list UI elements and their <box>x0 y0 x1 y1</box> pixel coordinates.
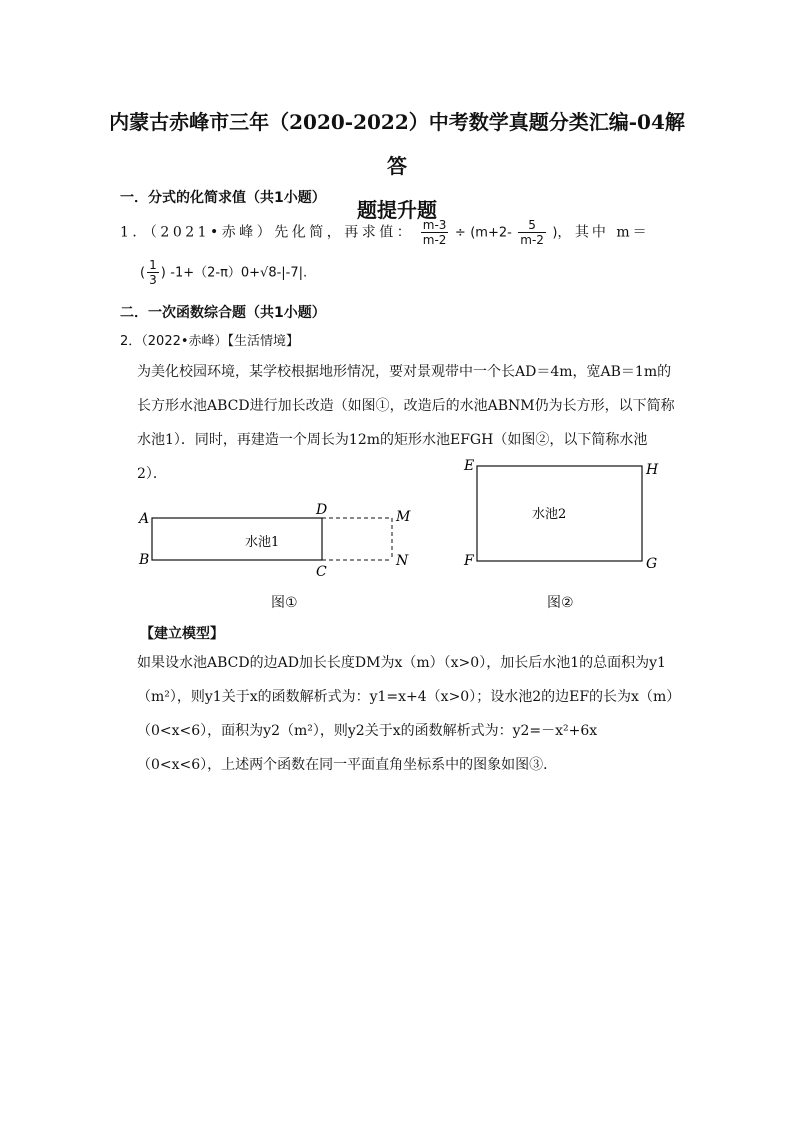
model-heading: 【建立模型】 <box>140 626 224 642</box>
divide-sign: ÷ <box>454 225 466 241</box>
figure-1 <box>130 495 430 580</box>
question-1-line-2: ( $\frac{1}{3}$ ) -1+（2-π）0+√8-|-7|. <box>140 258 308 287</box>
fraction-3-denominator: 3 <box>149 273 157 287</box>
fraction-1-denominator: m-2 <box>422 233 447 247</box>
title-line-1: 内蒙古赤峰市三年（2020-2022）中考数学真题分类汇编-04解答 <box>109 110 685 178</box>
document-title <box>100 100 694 232</box>
label-m: M <box>396 509 411 525</box>
fraction-3-numerator: 1 <box>149 258 157 272</box>
paren-close-expr: )， <box>552 225 571 241</box>
label-e: E <box>464 458 475 474</box>
question-1-line-1 <box>120 218 650 247</box>
figure-2 <box>455 452 675 577</box>
pool-1-rect <box>152 518 322 560</box>
label-b: B <box>139 552 150 568</box>
label-a: A <box>139 511 150 527</box>
fraction-3 <box>147 258 159 287</box>
label-g: G <box>646 556 658 572</box>
question-1-tail: 其中 m＝ <box>574 224 650 241</box>
question-2-paragraph-1: 为美化校园环境，某学校根据地形情况，要对景观带中一个长AD＝4m，宽AB＝1m的长方形水池ABCD进行加长改造（如图①，改造后的水池ABNM仍为长方形，以下简称水池1）．同时，再建造一个周长为12m的矩形水池EFGH（如图②，以下简称水池2）． <box>137 364 675 482</box>
paren-open-expr: (m+2- <box>470 225 512 241</box>
pool-1-label: 水池1 <box>245 535 280 550</box>
fraction-1 <box>421 218 449 247</box>
question-2-paragraph-2: 如果设水池ABCD的边AD加长长度DM为x（m）（x>0），加长后水池1的总面积为y1（m²），则y1关于x的函数解析式为：y1=x+4（x>0）；设水池2的边EF的长为x（m）（0<x<6），面积为y2（m²），则y2关于x的函数解析式为：y2=－x²+6x（0<x<6），上述两个函数在同一平面直角坐标系中的图象如图③． <box>137 655 674 773</box>
figure-1-caption: 图① <box>271 595 298 611</box>
question-2-lead: 2．（2022•赤峰）【生活情境】 <box>120 334 300 349</box>
section-heading-1: 一．分式的化简求值（共1小题） <box>120 190 326 206</box>
label-n: N <box>396 553 409 569</box>
fraction-2 <box>518 218 546 247</box>
figure-2-caption: 图② <box>547 595 574 611</box>
fraction-2-denominator: m-2 <box>520 233 544 247</box>
label-f: F <box>464 553 474 569</box>
section-heading-2: 二．一次函数综合题（共1小题） <box>120 305 326 321</box>
fraction-2-numerator: 5 <box>518 218 546 233</box>
label-c: C <box>316 564 327 580</box>
label-h: H <box>646 462 659 478</box>
label-d: D <box>316 502 328 518</box>
title-line-2: 题提升题 <box>357 198 437 222</box>
pool-2-label: 水池2 <box>532 507 567 522</box>
fraction-1-numerator: m-3 <box>422 218 447 232</box>
expression-rest: -1+（2-π）0+√8-|-7|. <box>170 265 308 281</box>
question-1-lead: 1．（2021•赤峰）先化简，再求值： <box>120 224 415 241</box>
